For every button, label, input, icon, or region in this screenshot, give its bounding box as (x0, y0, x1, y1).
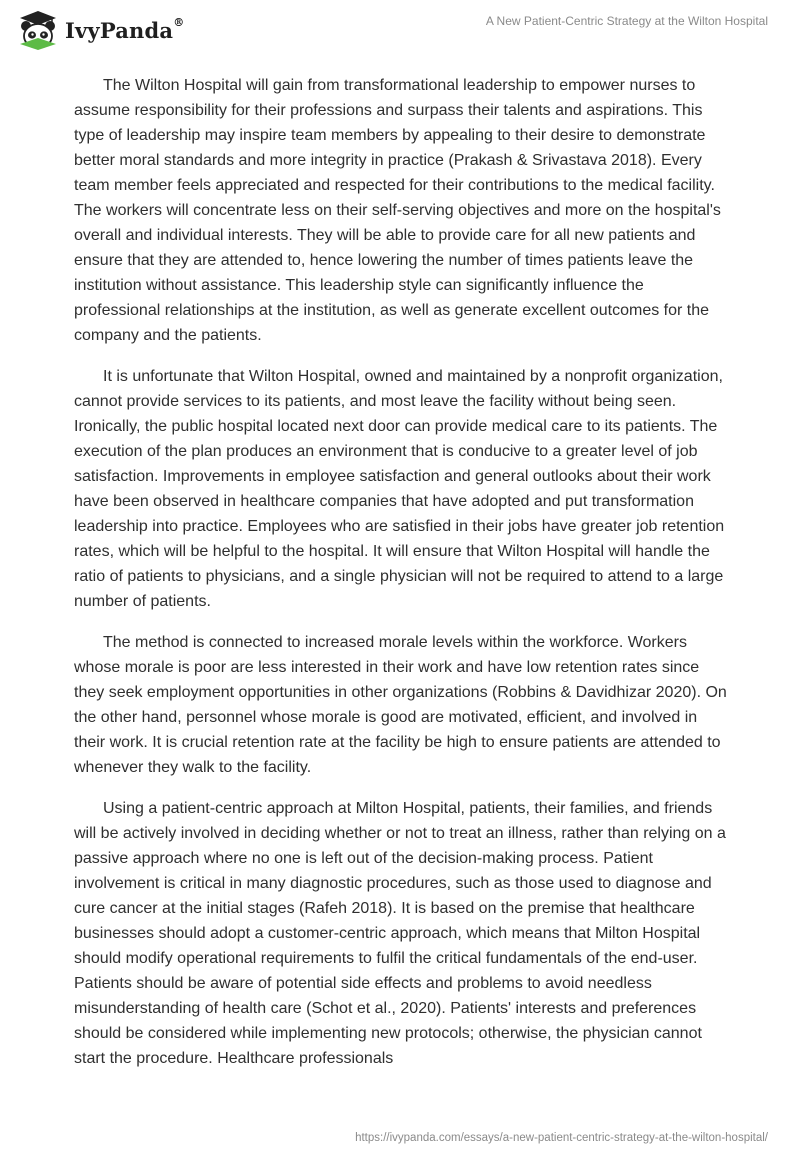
trademark-symbol: ® (173, 15, 185, 29)
page-header (0, 0, 800, 60)
paragraph: The method is connected to increased morale levels within the workforce. Workers whose morale is poor are less interested in their work and have low retention rates since they seek employment opportunities in other organizations (Robbins & Davidhizar 2020). On the other hand, personnel whose morale is good are motivated, efficient, and involved in their work. It is crucial retention rate at the facility be high to ensure patients are attended to whenever they walk to the facility. (74, 634, 727, 776)
document-title: A New Patient-Centric Strategy at the Wilton Hospital (485, 14, 768, 28)
panda-graduate-icon (16, 8, 60, 52)
source-url[interactable]: https://ivypanda.com/essays/a-new-patient-centric-strategy-at-the-wilton-hospital/ (355, 1132, 768, 1144)
brand-name: IvyPanda® (65, 15, 185, 43)
paragraph: Using a patient-centric approach at Milton Hospital, patients, their families, and friends will be actively involved in deciding whether or not to treat an illness, rather than relying on a passive approach where no one is left out of the decision-making process. Patient involvement is critical in many diagnostic procedures, such as those used to diagnose and cure cancer at the initial stages (Rafeh 2018). It is based on the premise that healthcare businesses should adopt a customer-centric approach, which means that Milton Hospital should modify operational requirements to fulfil the critical fundamentals of the end-user. Patients should be aware of potential side effects and problems to avoid needless misunderstanding of health care (Schot et al., 2020). Patients' interests and preferences should be considered while implementing new protocols; otherwise, the physician cannot start the procedure. Healthcare professionals (74, 800, 726, 1067)
article-body (74, 73, 728, 1087)
paragraph: The Wilton Hospital will gain from transformational leadership to empower nurses to assume responsibility for their professions and surpass their talents and aspirations. This type of leadership may inspire team members by appealing to their desire to demonstrate better moral standards and more integrity in practice (Prakash & Srivastava 2018). Every team member feels appreciated and respected for their contributions to the medical facility. The workers will concentrate less on their self-serving objectives and more on the hospital's overall and individual interests. They will be able to provide care for all new patients and ensure that they are attended to, hence lowering the number of times patients leave the institution without assistance. This leadership style can significantly influence the professional relationships at the institution, as well as generate excellent outcomes for the company and the patients. (74, 77, 721, 344)
brand-logo[interactable] (16, 8, 184, 52)
paragraph: It is unfortunate that Wilton Hospital, owned and maintained by a nonprofit organization, cannot provide services to its patients, and most leave the facility without being seen. Ironically, the public hospital located next door can provide medical care to its patients. The execution of the plan produces an environment that is conducive to a greater level of job satisfaction. Improvements in employee satisfaction and general outlooks about their work have been observed in healthcare companies that have adopted and put transformation leadership into practice. Employees who are satisfied in their jobs have greater job retention rates, which will be helpful to the hospital. It will ensure that Wilton Hospital will handle the ratio of patients to physicians, and a single physician will not be required to attend to a large number of patients. (74, 368, 725, 610)
